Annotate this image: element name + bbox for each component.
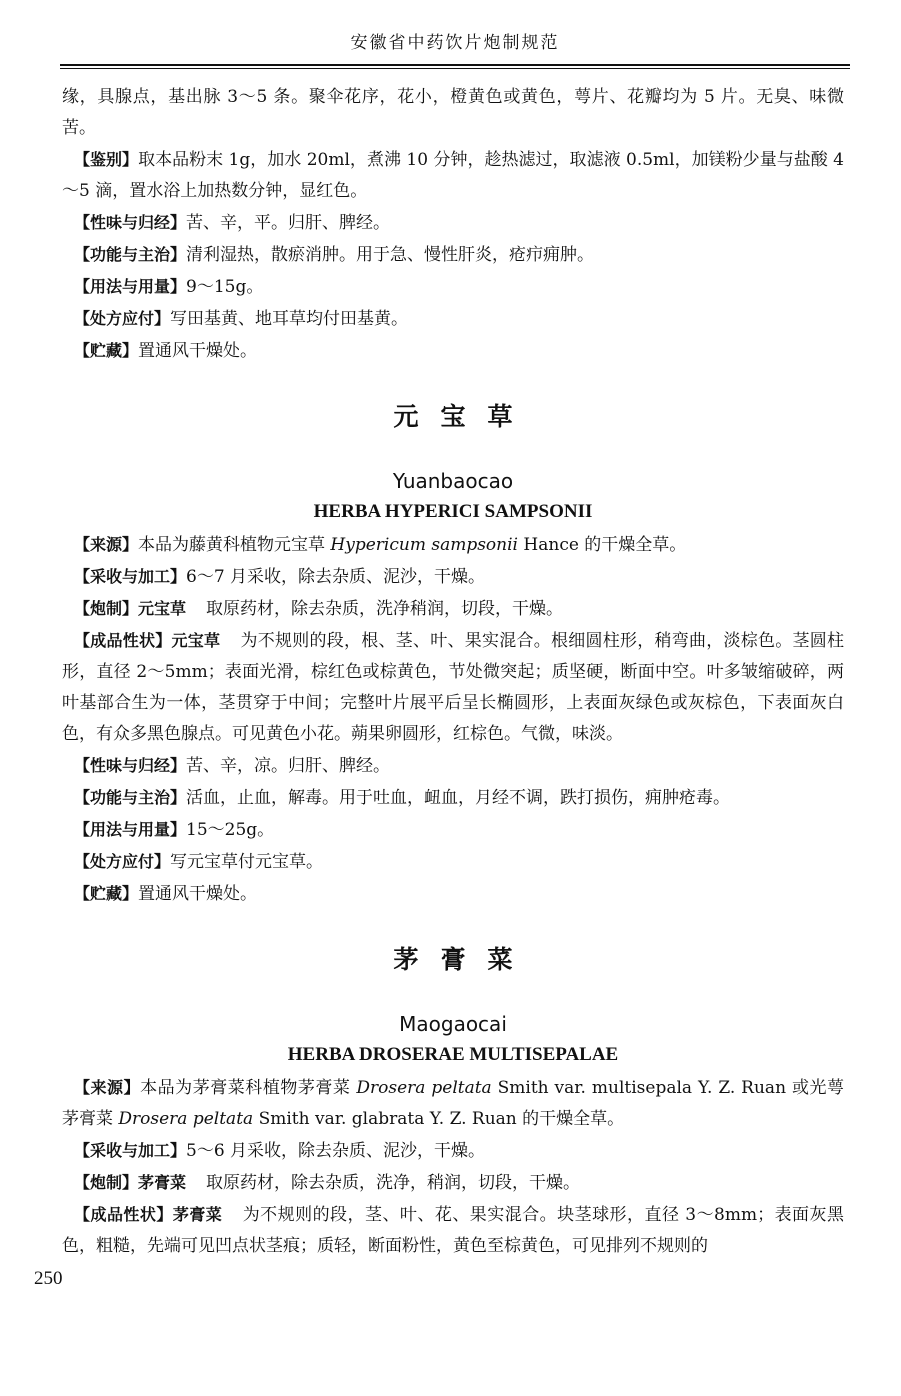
- page-number: 250: [34, 1268, 63, 1289]
- section-text: 15～25g。: [186, 820, 275, 840]
- section-storage: [62, 878, 844, 910]
- entry-title: 元宝草: [393, 402, 535, 431]
- section-dosage: [62, 271, 844, 303]
- section-nature-meridian: [62, 750, 844, 782]
- section-text: 为不规则的段，根、茎、叶、果实混合。根细圆柱形，稍弯曲，淡棕色。茎圆柱形，直径 2～5mm；表面光滑，棕红色或棕黄色，节处微突起；质坚硬，断面中空。叶多皱缩破碎，两叶基部合生为一体，茎贯穿于中间；完整叶片展平后呈长椭圆形，上表面灰绿色或灰棕色，下表面灰白色，有众多黑色腺点。可见黄色小花。蒴果卵圆形，红棕色。气微，味淡。: [62, 631, 844, 744]
- section-label: 【来源】: [74, 535, 139, 554]
- section-processing: [62, 593, 844, 625]
- section-prescription: [62, 303, 844, 335]
- section-label: 【性味与归经】: [74, 213, 187, 232]
- section-label: 【采收与加工】: [74, 1141, 187, 1160]
- section-nature-meridian: [62, 207, 844, 239]
- section-function-indication: [62, 782, 844, 814]
- running-header: 安徽省中药饮片炮制规范: [350, 33, 560, 53]
- section-label: 【功能与主治】: [74, 788, 187, 807]
- section-description: [62, 1199, 844, 1262]
- section-text: 写元宝草付元宝草。: [170, 852, 324, 872]
- section-text: 取原药材，除去杂质，洗净稍润，切段，干燥。: [206, 599, 564, 619]
- species-name: Hypericum sampsonii: [330, 535, 518, 555]
- product-name: 元宝草: [171, 631, 221, 650]
- section-label: 【炮制】: [74, 1173, 139, 1192]
- section-label: 【用法与用量】: [74, 277, 187, 296]
- section-function-indication: [62, 239, 844, 271]
- section-source: [62, 1072, 844, 1135]
- continued-sections: [62, 144, 844, 367]
- section-text: 清利湿热，散瘀消肿。用于急、慢性肝炎，疮疖痈肿。: [186, 245, 595, 265]
- section-text: 置通风干燥处。: [138, 884, 258, 904]
- section-label: 【采收与加工】: [74, 567, 187, 586]
- section-collection: [62, 1135, 844, 1167]
- section-label: 【鉴别】: [74, 150, 139, 169]
- entry-pinyin: Maogaocai: [399, 1012, 507, 1036]
- section-description: [62, 625, 844, 750]
- section-text: 本品为藤黄科植物元宝草: [138, 535, 331, 555]
- product-name: 茅膏菜: [172, 1205, 223, 1224]
- section-text: 取原药材，除去杂质，洗净，稍润，切段，干燥。: [206, 1173, 581, 1193]
- section-text: Smith var. multisepala Y. Z. Ruan 或光萼茅膏菜: [62, 1078, 845, 1129]
- header-rule-thin: [60, 68, 850, 69]
- section-label: 【来源】: [74, 1078, 141, 1097]
- section-label: 【贮藏】: [74, 341, 139, 360]
- section-processing: [62, 1167, 844, 1199]
- section-label: 【功能与主治】: [74, 245, 187, 264]
- section-label: 【成品性状】: [74, 631, 172, 650]
- section-text: 取本品粉末 1g，加水 20ml，煮沸 10 分钟，趁热滤过，取滤液 0.5ml，加镁粉少量与盐酸 4～5 滴，置水浴上加热数分钟，显红色。: [62, 150, 844, 201]
- section-text: 活血，止血，解毒。用于吐血，衄血，月经不调，跌打损伤，痈肿疮毒。: [186, 788, 731, 808]
- section-label: 【成品性状】: [74, 1205, 173, 1224]
- section-text: Hance 的干燥全草。: [518, 535, 687, 555]
- section-prescription: [62, 846, 844, 878]
- page-content: [62, 82, 844, 1262]
- entry-pinyin: Yuanbaocao: [392, 469, 514, 493]
- section-storage: [62, 335, 844, 367]
- section-text: 苦、辛，平。归肝、脾经。: [186, 213, 391, 233]
- entry-title: 茅膏菜: [393, 945, 535, 974]
- section-label: 【贮藏】: [74, 884, 139, 903]
- species-name: Drosera peltata: [118, 1109, 254, 1129]
- section-dosage: [62, 814, 844, 846]
- species-name: Drosera peltata: [356, 1078, 492, 1098]
- section-label: 【处方应付】: [74, 852, 171, 871]
- header-rule: [60, 64, 850, 66]
- section-text: 苦、辛，凉。归肝、脾经。: [186, 756, 391, 776]
- section-label: 【处方应付】: [74, 309, 171, 328]
- section-label: 【性味与归经】: [74, 756, 187, 775]
- section-text: Smith var. glabrata Y. Z. Ruan 的干燥全草。: [253, 1109, 625, 1129]
- entry-latin-name: HERBA DROSERAE MULTISEPALAE: [287, 1044, 619, 1065]
- product-name: 茅膏菜: [138, 1173, 187, 1192]
- section-text: 为不规则的段，茎、叶、花、果实混合。块茎球形，直径 3～8mm；表面灰黑色，粗糙，先端可见凹点状茎痕；质轻，断面粉性，黄色至棕黄色，可见排列不规则的: [62, 1205, 844, 1256]
- section-identification: [62, 144, 844, 207]
- section-collection: [62, 561, 844, 593]
- section-text: 本品为茅膏菜科植物茅膏菜: [140, 1078, 357, 1098]
- section-label: 【炮制】: [74, 599, 139, 618]
- section-label: 【用法与用量】: [74, 820, 187, 839]
- section-text: 写田基黄、地耳草均付田基黄。: [170, 309, 409, 329]
- section-source: [62, 529, 844, 561]
- section-text: 6～7 月采收，除去杂质、泥沙，干燥。: [186, 567, 486, 587]
- section-text: 9～15g。: [186, 277, 264, 297]
- continued-paragraph: 缘，具腺点，基出脉 3～5 条。聚伞花序，花小，橙黄色或黄色，萼片、花瓣均为 5 片。无臭、味微苦。: [62, 87, 844, 138]
- section-text: 5～6 月采收，除去杂质、泥沙，干燥。: [186, 1141, 486, 1161]
- section-text: 置通风干燥处。: [138, 341, 258, 361]
- product-name: 元宝草: [138, 599, 187, 618]
- entry-latin-name: HERBA HYPERICI SAMPSONII: [313, 501, 593, 522]
